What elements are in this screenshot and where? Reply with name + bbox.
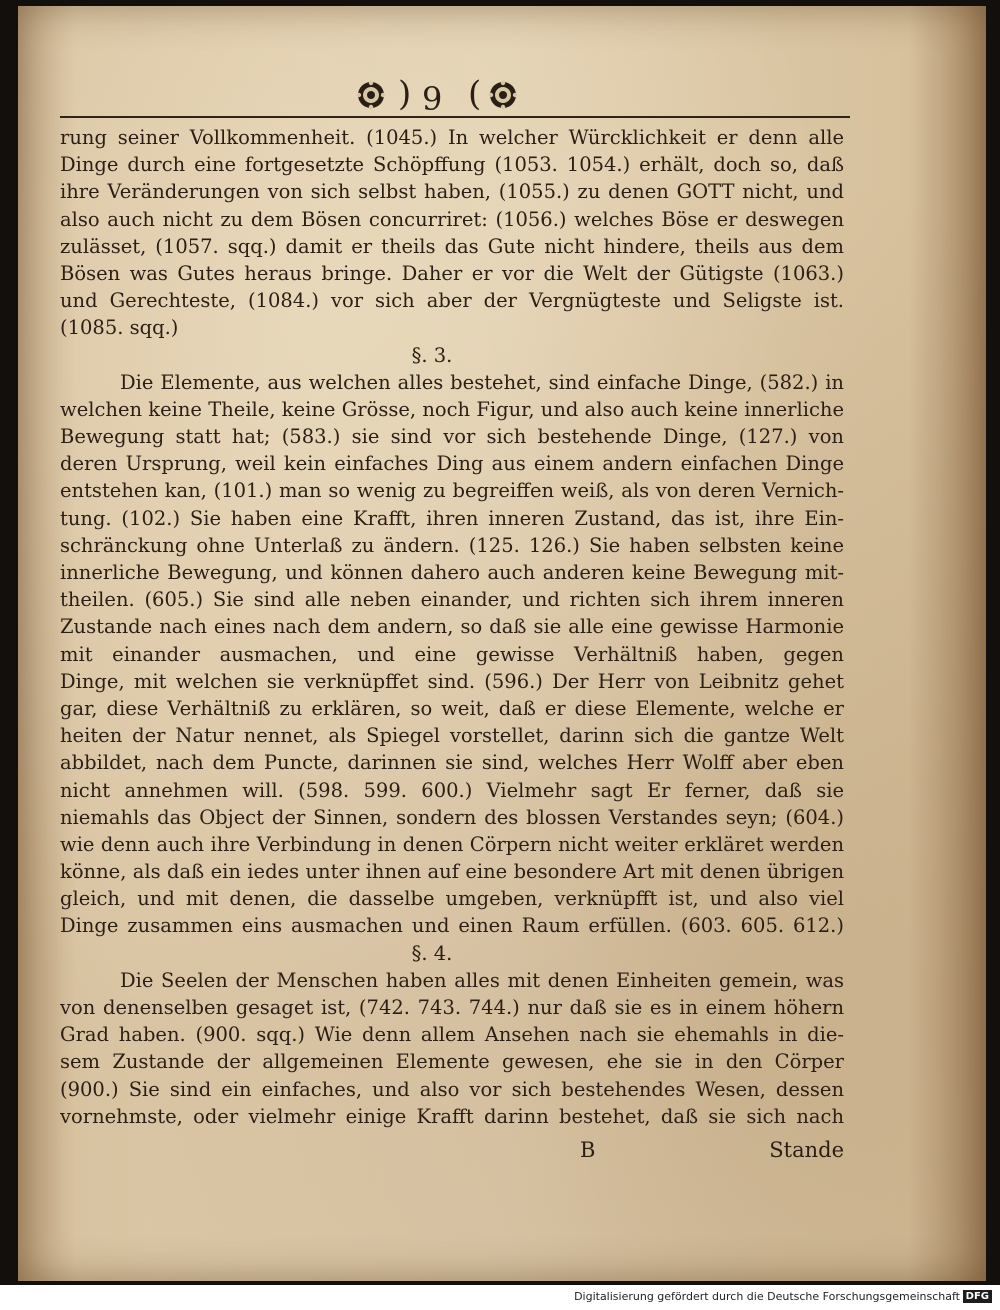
text-line: heiten der Natur nennet, als Spiegel vorstellet, darinn sich die gantze Welt — [60, 724, 844, 748]
text-line: Zustande nach eines nach dem andern, so daß sie alle eine gewisse Harmonie — [60, 615, 844, 639]
text-line: Bösen was Gutes heraus bringe. Daher er vor die Welt der Gütigste (1063.) — [60, 261, 844, 285]
text-line: vornehmste, oder vielmehr einige Krafft darinn bestehet, daß sie sich nach — [60, 1104, 844, 1128]
dfg-logo: DFG — [963, 1290, 992, 1303]
text-line: schränckung ohne Unterlaß zu ändern. (125. 126.) Sie haben selbsten keine — [60, 533, 844, 557]
page-number-paren-left: ) — [398, 74, 412, 114]
text-line: innerliche Bewegung, und können dahero auch anderen keine Bewegung mit- — [60, 561, 844, 584]
text-line: welchen keine Theile, keine Grösse, noch Figur, und also auch keine innerliche — [60, 397, 844, 421]
text-line: tung. (102.) Sie haben eine Krafft, ihren inneren Zustand, das ist, ihre Ein- — [60, 506, 844, 530]
text-line: und Gerechteste, (1084.) vor sich aber der Vergnügteste und Seligste ist. — [60, 289, 844, 313]
header-rule — [60, 116, 850, 118]
book-page — [18, 6, 986, 1281]
page-number: 9 — [422, 80, 443, 118]
text-line: gleich, und mit denen, die dasselbe umgeben, verknüpfft ist, und also viel — [60, 887, 844, 911]
page-number-paren-right: ( — [468, 74, 482, 114]
text-line: von denenselben gesaget ist, (742. 743. 744.) nur daß sie es in einem höhern — [60, 996, 844, 1019]
catchword: Stande — [769, 1138, 844, 1162]
text-line: theilen. (605.) Sie sind alle neben einander, und richten sich ihrem inneren — [60, 588, 844, 612]
section-heading: §. 3. — [411, 343, 453, 367]
text-line: gar, diese Verhältniß zu erklären, so weit, daß er diese Elemente, welche er — [60, 696, 844, 720]
text-line: rung seiner Vollkommenheit. (1045.) In welcher Würcklichkeit er denn alle — [60, 126, 844, 149]
text-line: wie denn auch ihre Verbindung in denen Cörpern nicht weiter erkläret werden — [60, 832, 844, 856]
text-line: (1085. sqq.) — [60, 316, 179, 340]
page-body — [60, 124, 844, 1130]
signature-mark: B — [580, 1138, 596, 1162]
text-line: niemahls das Object der Sinnen, sondern des blossen Verstandes seyn; (604.) — [60, 805, 844, 829]
text-line: Grad haben. (900. sqq.) Wie denn allem Ansehen nach sie ehemahls in die- — [60, 1023, 844, 1047]
text-line: sem Zustande der allgemeinen Elemente gewesen, ehe sie in den Cörper — [60, 1050, 844, 1074]
page-header — [18, 74, 986, 122]
page-footer — [60, 1138, 844, 1168]
text-line: (900.) Sie sind ein einfaches, und also vor sich bestehendes Wesen, dessen — [60, 1077, 844, 1101]
funding-credit: Digitalisierung gefördert durch die Deutsche Forschungsgemeinschaft — [574, 1290, 960, 1303]
rosette-ornament-icon — [488, 80, 518, 110]
text-line: ihre Veränderungen von sich selbst haben, (1055.) zu denen GOTT nicht, und — [60, 180, 844, 204]
text-line: deren Ursprung, weil kein einfaches Ding aus einem andern einfachen Dinge — [60, 452, 844, 476]
text-line: abbildet, nach dem Puncte, darinnen sie sind, welches Herr Wolff aber eben — [60, 751, 844, 775]
text-line: Bewegung statt hat; (583.) sie sind vor sich bestehende Dinge, (127.) von — [60, 425, 844, 449]
text-line: Die Seelen der Menschen haben alles mit denen Einheiten gemein, was — [120, 968, 844, 992]
text-line: zulässet, (1057. sqq.) damit er theils das Gute nicht hindere, theils aus dem — [60, 234, 844, 258]
section-heading: §. 4. — [411, 941, 453, 965]
text-line: Dinge zusammen eins ausmachen und einen Raum erfüllen. (603. 605. 612.) — [60, 914, 844, 938]
text-line: entstehen kan, (101.) man so wenig zu begreiffen weiß, als von deren Vernich- — [60, 479, 844, 503]
text-line: also auch nicht zu dem Bösen concurriret: (1056.) welches Böse er deswegen — [60, 207, 844, 231]
text-line: könne, als daß ein iedes unter ihnen auf eine besondere Art mit denen übrigen — [60, 860, 844, 884]
text-line: Dinge, mit welchen sie verknüpffet sind. (596.) Der Herr von Leibnitz gehet — [60, 669, 844, 693]
text-line: Die Elemente, aus welchen alles bestehet, sind einfache Dinge, (582.) in — [120, 370, 844, 394]
text-line: mit einander ausmachen, und eine gewisse Verhältniß haben, gegen — [60, 642, 844, 666]
rosette-ornament-icon — [356, 80, 386, 110]
text-line: nicht annehmen will. (598. 599. 600.) Vielmehr sagt Er ferner, daß sie — [60, 778, 844, 802]
text-line: Dinge durch eine fortgesetzte Schöpffung (1053. 1054.) erhält, doch so, daß — [60, 153, 844, 177]
credit-bar — [0, 1285, 1000, 1310]
